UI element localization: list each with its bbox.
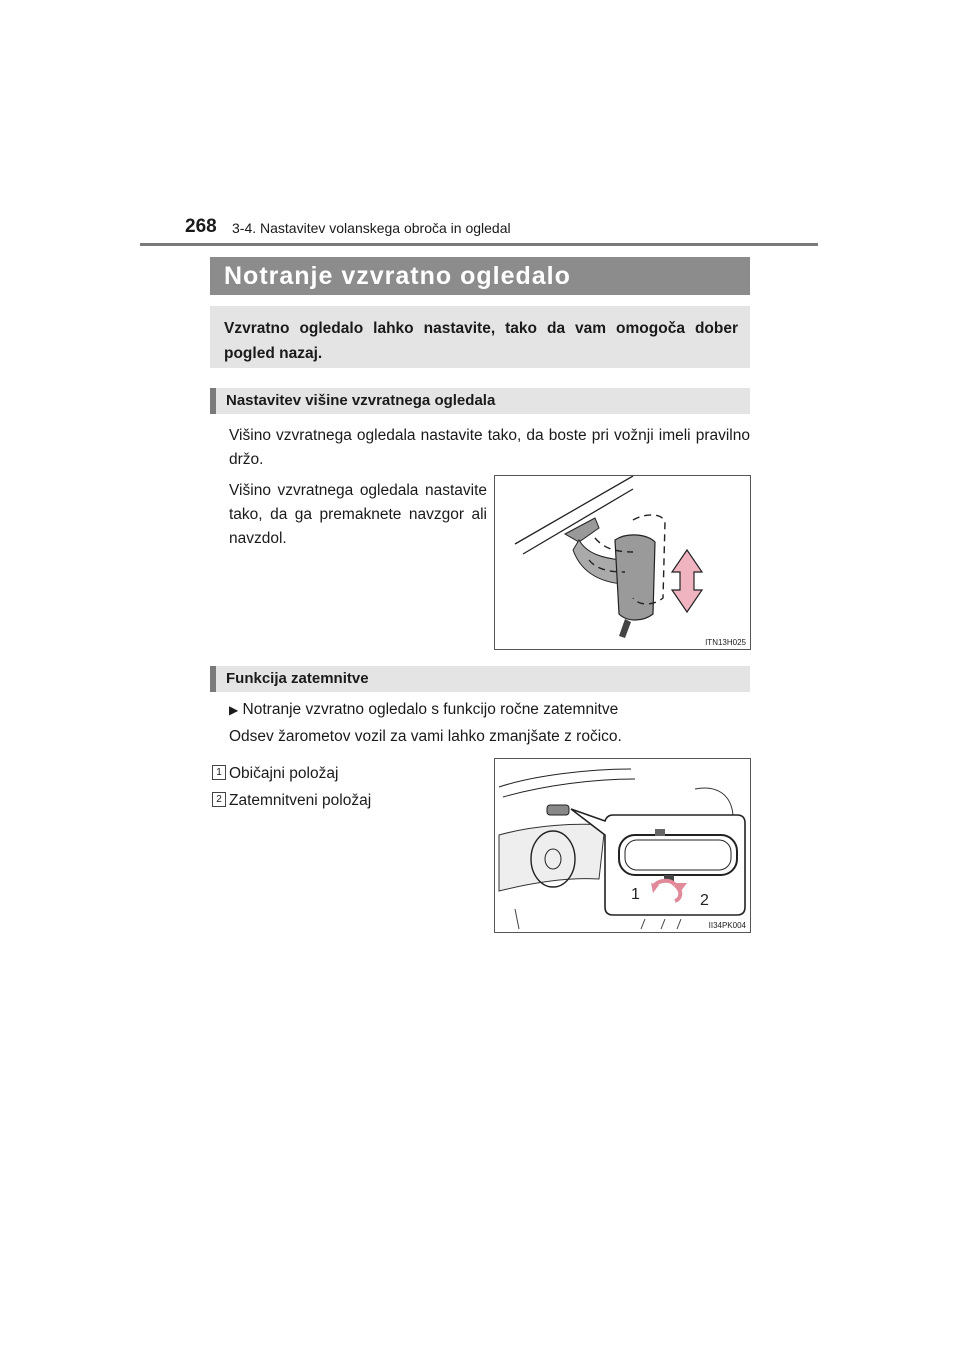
dimming-paragraph: Odsev žarometov vozil za vami lahko zmanjšate z ročico. <box>229 728 622 745</box>
height-paragraph: Višino vzvratnega ogledala nastavite tako, da boste pri vožnji imeli pravilno držo. <box>229 427 750 468</box>
car-interior-illustration <box>495 759 750 932</box>
item-number-badge: 2 <box>212 792 226 807</box>
dimming-figure <box>494 758 751 933</box>
height-side-text: Višino vzvratnega ogledala nastavite tako, da ga premaknete navzgor ali navzdol. <box>229 482 487 547</box>
intro-box: Vzvratno ogledalo lahko nastavite, tako da vam omogoča dober pogled nazaj. <box>210 306 750 368</box>
mirror-height-illustration <box>495 476 750 649</box>
item-label: Zatemnitveni položaj <box>229 792 372 809</box>
figure-code: ITN13H025 <box>705 638 746 647</box>
figure-code: II34PK004 <box>708 921 746 930</box>
callout-1-label: 1 <box>631 886 640 903</box>
header-divider <box>140 243 818 246</box>
chapter-title: 3-4. Nastavitev volanskega obroča in ogledal <box>232 220 511 236</box>
callout-2-label: 2 <box>700 892 709 909</box>
dimming-bullet-text: Notranje vzvratno ogledalo s funkcijo ročne zatemnitve <box>242 701 619 718</box>
height-heading: Nastavitev višine vzvratnega ogledala <box>210 388 750 414</box>
dimming-heading: Funkcija zatemnitve <box>210 666 750 692</box>
mirror-height-figure <box>494 475 751 650</box>
page-number: 268 <box>185 216 217 237</box>
item-label: Običajni položaj <box>229 765 339 782</box>
dimming-bullet <box>229 698 750 722</box>
bullet-arrow-icon: ▶ <box>229 703 239 717</box>
item-number-badge: 1 <box>212 765 226 780</box>
section-title: Notranje vzvratno ogledalo <box>210 257 750 295</box>
